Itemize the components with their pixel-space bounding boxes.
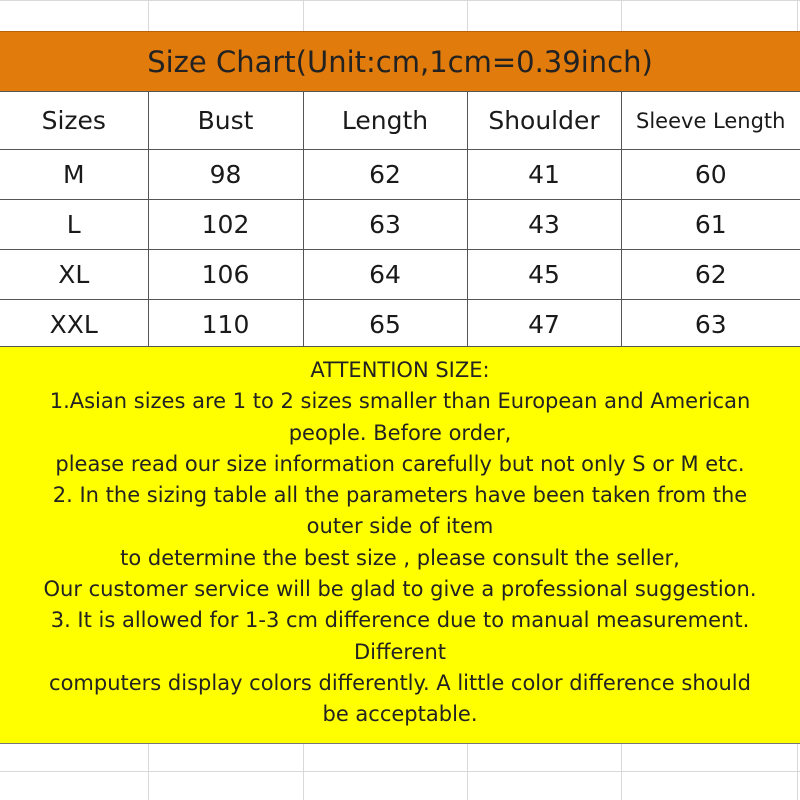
size-chart-title [0,31,800,92]
cell-length: 63 [303,200,467,250]
cell-shoulder: 43 [467,200,621,250]
cell-shoulder: 47 [467,300,621,350]
cell-shoulder: 41 [467,150,621,200]
cell-bust: 102 [148,200,303,250]
cell-shoulder: 45 [467,250,621,300]
background-gridline [303,0,304,31]
background-gridline [467,744,468,800]
cell-size: M [0,150,148,200]
size-chart-title-text: Size Chart(Unit:cm,1cm=0.39inch) [147,44,653,79]
background-gridline [148,0,149,31]
cell-length: 64 [303,250,467,300]
table-row [0,200,800,250]
background-gridline [0,771,800,772]
background-gridline [797,744,798,800]
cell-length: 65 [303,300,467,350]
background-gridline [797,0,798,31]
cell-size: XXL [0,300,148,350]
background-gridline [467,0,468,31]
notice-heading: ATTENTION SIZE: [310,358,490,382]
background-gridline [303,744,304,800]
table-row [0,250,800,300]
table-row [0,150,800,200]
notice-line: to determine the best size , please consult the seller, [120,545,680,570]
notice-line: Our customer service will be glad to give a professional suggestion. [43,577,757,602]
background-gridline [0,0,800,1]
header-bust: Bust [148,92,303,150]
size-table [0,92,800,350]
notice-line: 3. It is allowed for 1-3 cm difference due to manual measurement. [50,608,750,633]
cell-sleeve-length: 60 [621,150,800,200]
cell-size: XL [0,250,148,300]
notice-line: people. Before order, [288,420,512,445]
cell-bust: 106 [148,250,303,300]
notice-line: outer side of item [306,514,494,539]
background-gridline [148,744,149,800]
header-shoulder: Shoulder [467,92,621,150]
cell-bust: 98 [148,150,303,200]
notice-line: computers display colors differently. A little color difference should [49,670,751,695]
header-sleeve-length: Sleeve Length [621,92,800,150]
notice-line: Different [353,639,447,664]
header-length: Length [303,92,467,150]
table-row [0,300,800,350]
cell-size: L [0,200,148,250]
cell-sleeve-length: 62 [621,250,800,300]
background-gridline [621,0,622,31]
cell-sleeve-length: 63 [621,300,800,350]
cell-sleeve-length: 61 [621,200,800,250]
cell-length: 62 [303,150,467,200]
background-gridline [621,744,622,800]
table-header-row [0,92,800,150]
attention-notice [0,346,800,744]
notice-line: 2. In the sizing table all the parameters have been taken from the [52,483,748,508]
notice-line: 1.Asian sizes are 1 to 2 sizes smaller than European and American [49,389,751,414]
notice-line: be acceptable. [322,702,478,727]
header-sizes: Sizes [0,92,148,150]
cell-bust: 110 [148,300,303,350]
notice-line: please read our size information carefully but not only S or M etc. [55,451,745,476]
